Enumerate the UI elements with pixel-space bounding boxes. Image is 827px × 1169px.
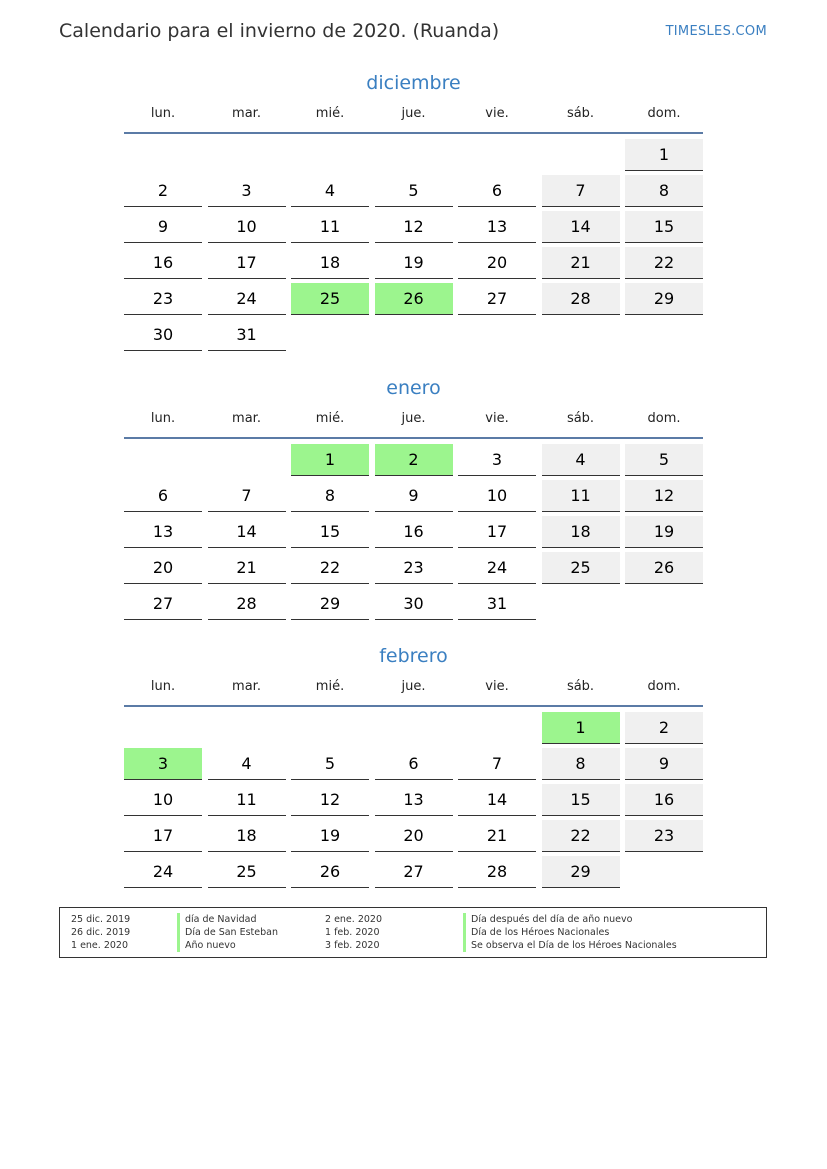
legend-holiday-name: Día después del día de año nuevo [471,914,633,925]
day-cell: 24 [458,552,536,584]
weekday-header [124,409,703,437]
weekday-label: lun. [150,106,176,121]
weekday-label: mar. [232,106,261,121]
day-cell: 25 [291,283,369,315]
empty-day-cell [291,319,369,351]
empty-day-cell [625,588,703,620]
day-cell: 21 [542,247,620,279]
day-cell: 31 [208,319,286,351]
month-diciembre [124,70,703,355]
brand-link[interactable]: TIMESLES.COM [665,24,767,39]
week-row [124,784,703,820]
day-cell: 17 [124,820,202,852]
week-row [124,283,703,319]
weekday-label: jue. [401,679,426,694]
legend-left-names [185,913,278,952]
day-cell: 24 [124,856,202,888]
day-cell: 27 [458,283,536,315]
week-row [124,175,703,211]
day-cell: 27 [375,856,453,888]
day-cell: 26 [375,283,453,315]
day-cell: 5 [625,444,703,476]
day-cell: 24 [208,283,286,315]
empty-day-cell [625,856,703,888]
legend-right-names [471,913,677,952]
header-divider [124,705,703,707]
day-cell: 28 [208,588,286,620]
legend-holiday-name: Año nuevo [185,940,236,951]
week-row [124,211,703,247]
legend-left-dates [71,913,130,952]
month-title: enero [386,377,441,399]
day-cell: 6 [124,480,202,512]
day-cell: 21 [208,552,286,584]
legend-right-dates [325,913,382,952]
weekday-label: vie. [485,106,509,121]
week-row [124,319,703,355]
day-cell: 18 [291,247,369,279]
day-cell: 25 [208,856,286,888]
month-title: febrero [379,645,448,667]
day-cell: 3 [458,444,536,476]
holiday-legend [59,907,767,958]
day-cell: 10 [208,211,286,243]
day-cell: 6 [375,748,453,780]
weekday-label: dom. [647,679,681,694]
day-cell: 20 [375,820,453,852]
day-cell: 3 [208,175,286,207]
day-cell: 18 [542,516,620,548]
day-cell: 10 [458,480,536,512]
empty-day-cell [291,139,369,171]
empty-day-cell [458,139,536,171]
day-cell: 15 [625,211,703,243]
empty-day-cell [208,444,286,476]
day-cell: 26 [625,552,703,584]
day-cell: 29 [625,283,703,315]
day-cell: 12 [625,480,703,512]
empty-day-cell [625,319,703,351]
empty-day-cell [375,712,453,744]
day-cell: 9 [375,480,453,512]
day-cell: 30 [124,319,202,351]
day-cell: 15 [291,516,369,548]
week-row [124,444,703,480]
day-cell: 2 [124,175,202,207]
day-cell: 25 [542,552,620,584]
day-cell: 23 [124,283,202,315]
weekday-label: lun. [150,679,176,694]
empty-day-cell [208,712,286,744]
day-cell: 2 [375,444,453,476]
legend-date: 2 ene. 2020 [325,914,382,925]
week-row [124,588,703,624]
empty-day-cell [458,319,536,351]
day-cell: 3 [124,748,202,780]
weekday-label: jue. [401,411,426,426]
day-cell: 16 [625,784,703,816]
day-cell: 14 [208,516,286,548]
day-cell: 11 [542,480,620,512]
day-cell: 13 [375,784,453,816]
day-cell: 23 [375,552,453,584]
weekday-label: mar. [232,411,261,426]
day-cell: 10 [124,784,202,816]
day-cell: 15 [542,784,620,816]
day-cell: 8 [625,175,703,207]
weekday-label: sáb. [566,679,595,694]
day-cell: 4 [542,444,620,476]
day-cell: 13 [458,211,536,243]
day-cell: 14 [458,784,536,816]
day-cell: 4 [291,175,369,207]
weekday-label: lun. [150,411,176,426]
week-row [124,247,703,283]
day-cell: 2 [625,712,703,744]
weekday-label: jue. [401,106,426,121]
empty-day-cell [542,139,620,171]
month-febrero [124,643,703,892]
weekday-label: vie. [485,679,509,694]
weekday-label: dom. [647,106,681,121]
day-cell: 8 [291,480,369,512]
header-divider [124,437,703,439]
legend-date: 1 feb. 2020 [325,927,380,938]
day-cell: 18 [208,820,286,852]
week-row [124,552,703,588]
empty-day-cell [124,139,202,171]
week-row [124,480,703,516]
day-cell: 21 [458,820,536,852]
day-cell: 17 [458,516,536,548]
day-cell: 19 [375,247,453,279]
day-cell: 19 [291,820,369,852]
weekday-header [124,677,703,705]
day-cell: 5 [291,748,369,780]
day-cell: 29 [542,856,620,888]
day-cell: 16 [375,516,453,548]
day-cell: 31 [458,588,536,620]
day-cell: 9 [124,211,202,243]
day-cell: 7 [458,748,536,780]
legend-holiday-name: día de Navidad [185,914,257,925]
day-cell: 16 [124,247,202,279]
legend-holiday-name: Se observa el Día de los Héroes Nacionales [471,940,677,951]
day-cell: 7 [208,480,286,512]
empty-day-cell [375,319,453,351]
page-title: Calendario para el invierno de 2020. (Ruanda) [59,20,500,42]
day-cell: 9 [625,748,703,780]
empty-day-cell [542,588,620,620]
weekday-label: sáb. [566,106,595,121]
legend-date: 25 dic. 2019 [71,914,131,925]
weekday-label: mié. [315,106,345,121]
weekday-label: dom. [647,411,681,426]
day-cell: 1 [542,712,620,744]
empty-day-cell [458,712,536,744]
weekday-label: mié. [315,679,345,694]
day-cell: 22 [625,247,703,279]
day-cell: 22 [291,552,369,584]
week-row [124,748,703,784]
day-cell: 28 [542,283,620,315]
week-row [124,139,703,175]
day-cell: 11 [291,211,369,243]
weekday-label: mié. [315,411,345,426]
empty-day-cell [291,712,369,744]
day-cell: 14 [542,211,620,243]
day-cell: 12 [375,211,453,243]
weekday-label: vie. [485,411,509,426]
legend-holiday-name: Día de San Esteban [185,927,278,938]
month-enero [124,375,703,624]
legend-holiday-bar [463,913,466,952]
day-cell: 6 [458,175,536,207]
day-cell: 17 [208,247,286,279]
day-cell: 19 [625,516,703,548]
day-cell: 8 [542,748,620,780]
weekday-label: sáb. [566,411,595,426]
day-cell: 7 [542,175,620,207]
day-cell: 27 [124,588,202,620]
week-row [124,516,703,552]
day-cell: 11 [208,784,286,816]
month-title: diciembre [366,72,461,94]
legend-holiday-name: Día de los Héroes Nacionales [471,927,610,938]
day-cell: 28 [458,856,536,888]
empty-day-cell [542,319,620,351]
legend-date: 26 dic. 2019 [71,927,131,938]
day-cell: 29 [291,588,369,620]
day-cell: 12 [291,784,369,816]
day-cell: 30 [375,588,453,620]
legend-date: 1 ene. 2020 [71,940,128,951]
empty-day-cell [208,139,286,171]
weekday-label: mar. [232,679,261,694]
week-row [124,712,703,748]
day-cell: 26 [291,856,369,888]
weekday-header [124,104,703,132]
header-divider [124,132,703,134]
day-cell: 23 [625,820,703,852]
day-cell: 4 [208,748,286,780]
day-cell: 22 [542,820,620,852]
empty-day-cell [124,444,202,476]
day-cell: 20 [124,552,202,584]
day-cell: 13 [124,516,202,548]
day-cell: 20 [458,247,536,279]
week-row [124,820,703,856]
week-row [124,856,703,892]
day-cell: 5 [375,175,453,207]
day-cell: 1 [291,444,369,476]
empty-day-cell [124,712,202,744]
legend-holiday-bar [177,913,180,952]
empty-day-cell [375,139,453,171]
legend-date: 3 feb. 2020 [325,940,380,951]
day-cell: 1 [625,139,703,171]
